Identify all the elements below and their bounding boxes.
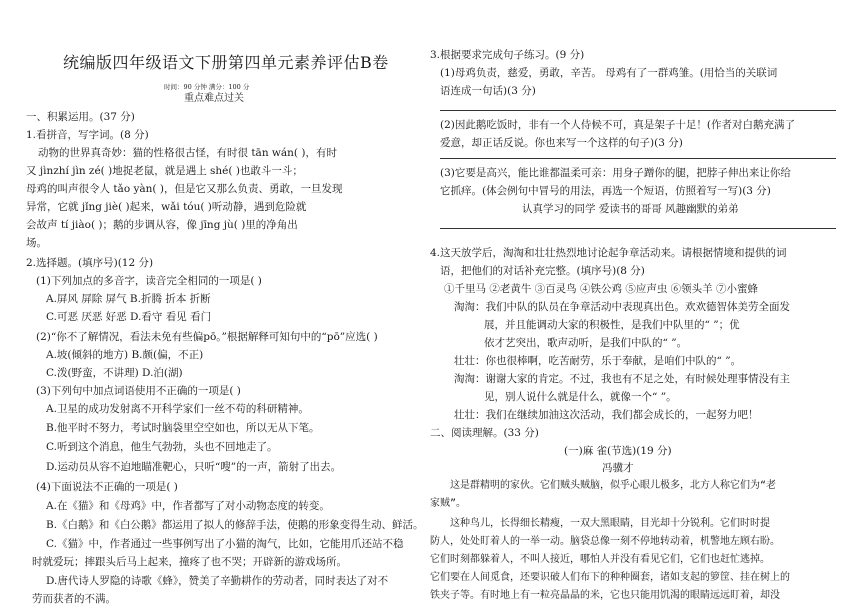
dialog-line: 淘淘：我们中队的队员在争章活动中表现真出色。欢欢德智体美劳全面发: [454, 301, 790, 313]
q2-4-option-cont: 时就爱玩；摔跟头后马上起来，撞疼了也不哭；开辟新的游戏场所。: [32, 556, 347, 568]
q1-line: 场。: [26, 237, 47, 249]
q2-title: 2.选择题。(填序号)(12 分): [26, 257, 154, 269]
q2-1-option: A.屏风 屏除 屏气 B.折腾 折本 折断: [46, 293, 211, 305]
q1-line: 动物的世界真奇妙：猫的性格很古怪，有时很 tān wán( )，有时: [38, 147, 337, 159]
passage-line: 它们要在人间觅食，还要识破人们布下的种种圈套，诸如支起的箩筐、挂在树上的: [430, 572, 790, 583]
exam-title: 统编版四年级语文下册第四单元素养评估B卷: [63, 53, 389, 72]
q2-1-option: C.可恶 厌恶 好恶 D.看守 看见 看门: [46, 311, 212, 323]
dialog-line: 壮壮：你也很棒啊，吃苦耐劳，乐于奉献，是咱们中队的“ ”。: [454, 355, 742, 367]
dialog-line: 展，并且能调动大家的积极性，是我们中队里的“ ”；优: [484, 319, 740, 331]
q1-title: 1.看拼音，写字词。(8 分): [26, 129, 149, 141]
q2-4-option: D.唐代诗人罗隐的诗歌《蜂》，赞美了辛勤耕作的劳动者，同时表达了对不: [46, 575, 389, 587]
passage-line: 铁夹子等。有时地上有一粒亮晶晶的米，它也只能用饥渴的眼睛远远盯着，却没: [430, 590, 780, 601]
q2-3-option: D.运动员从容不迫地瞄准靶心，只听“嗖”的一声，箭射了出去。: [46, 461, 342, 473]
q2-2-option: C.泼(野蛮，不讲理) D.泊(湖): [46, 367, 183, 379]
dialog-line: 淘淘：谢谢大家的肯定。不过，我也有不足之处，有时候处理事情没有主: [454, 373, 790, 385]
q3-1-stem: (1)母鸡负责，慈爱，勇敢，辛苦。 母鸡有了一群鸡雏。(用恰当的关联词: [440, 67, 778, 79]
passage-line: 防人，处处盯着人的一举一动。脑袋总像一刻不停地转动着，机警地左顾右盼。: [430, 536, 780, 547]
q4-title: 语，把他们的对话补充完整。(填序号)(8 分): [440, 265, 645, 277]
passage-author: 冯骥才: [602, 462, 634, 474]
passage-title: (一)麻 雀(节选)(19 分): [564, 445, 672, 457]
q1-line: 会故声 tí jiào( )；鹅的步调从容，像 jīng jù( )里的净角出: [26, 219, 298, 231]
section-1-heading: 一、积累运用。(37 分): [26, 111, 135, 123]
q4-word-options: ①千里马 ②老黄牛 ③百灵鸟 ④铁公鸡 ⑤应声虫 ⑥领头羊 ⑦小蜜蜂: [444, 283, 759, 295]
q3-1-stem: 语连成一句话)(3 分): [440, 85, 536, 97]
q3-2-stem: (2)因此鹅吃饭时，非有一个人侍候不可，真是架子十足！(作者对白鹅充满了: [440, 119, 795, 131]
q2-3-option: B.他平时不努力，考试时脑袋里空空如也，所以无从下笔。: [46, 422, 320, 434]
q3-3-stem: 它抓痒。(体会例句中冒号的用法，再选一个短语，仿照着写一写)(3 分): [440, 185, 771, 197]
q3-3-choices: 认真学习的同学 爱读书的哥哥 风趣幽默的弟弟: [522, 203, 739, 215]
dialog-line: 见，别人说什么就是什么，就像一个“ ”。: [484, 391, 677, 403]
answer-line[interactable]: [440, 228, 836, 229]
q2-3-option: C.听到这个消息，他生气勃勃，头也不回地走了。: [46, 441, 278, 453]
section-subtitle: 重点难点过关: [184, 93, 244, 104]
q2-4-option: A.在《猫》和《母鸡》中，作者都写了对小动物态度的转变。: [46, 500, 330, 512]
q2-2-stem: (2)“你不了解情况，看法未免有些偏pō。”根据解释可知句中的“pō”应选( ): [36, 331, 378, 343]
passage-line: 它们时刻都躲着人，不叫人接近，哪怕人并没有看见它们，它们也赶忙逃掉。: [430, 554, 770, 565]
passage-line: 家贼”。: [430, 498, 467, 509]
answer-line[interactable]: [440, 158, 836, 159]
dialog-line: 壮壮：我们在继续加油这次活动，我们都会成长的，一起努力吧！: [454, 409, 759, 421]
section-2-heading: 二、阅读理解。(33 分): [430, 427, 539, 439]
q3-2-stem: 爱意，却正话反说。你也来写一个这样的句子)(3 分): [440, 137, 683, 149]
q1-line: 异常，它就 jǐng jiè( )起来，wǎi tóu( )听动静，遇到危险就: [26, 201, 307, 213]
exam-meta: 时间：90 分钟 满分：100 分: [164, 83, 250, 91]
q2-3-option: A.卫星的成功发射离不开科学家们一丝不苟的科研精神。: [46, 403, 309, 415]
q3-3-stem: (3)它要是高兴，能比谁都温柔可亲：用身子蹭你的腿，把脖子伸出来让你给: [440, 167, 791, 179]
q2-3-stem: (3)下列句中加点词语使用不正确的一项是( ): [36, 385, 241, 397]
dialog-line: 依才艺突出，歌声动听，是我们中队的“ ”。: [484, 337, 688, 349]
passage-line: 这种鸟儿，长得细长精瘦，一双大黑眼睛，目光却十分锐利。它们时时提: [450, 518, 770, 529]
q4-title: 4.这天放学后，淘淘和壮壮热烈地讨论起争章活动来。请根据情境和提供的词: [430, 247, 787, 259]
passage-line: 这是群精明的家伙。它们贼头贼脑，似乎心眼儿极多，北方人称它们为“老: [450, 480, 777, 491]
answer-line[interactable]: [440, 110, 836, 111]
q2-1-stem: (1)下列加点的多音字，读音完全相同的一项是( ): [36, 275, 262, 287]
q2-4-stem: (4)下面说法不正确的一项是( ): [36, 481, 178, 493]
q1-line: 又 jìnzhí jìn zé( )地捉老鼠，就是遇上 shé( )也敢斗一斗；: [26, 165, 303, 177]
q3-title: 3.根据要求完成句子练习。(9 分): [430, 49, 585, 61]
q2-4-option: C.《猫》中，作者通过一些事例写出了小猫的淘气，比如，它能用爪还站不稳: [46, 538, 404, 550]
q1-line: 母鸡的叫声很令人 tǎo yàn( )，但是它又那么负责、勇敢，一旦发现: [26, 183, 343, 195]
q2-4-option: B.《白鹅》和《白公鹅》都运用了拟人的修辞手法，使鹅的形象变得生动、鲜活。: [46, 519, 424, 531]
q2-4-option-cont: 劳而获者的不满。: [32, 593, 116, 605]
q2-2-option: A.坡(倾斜的地方) B.颇(偏，不正): [46, 349, 204, 361]
